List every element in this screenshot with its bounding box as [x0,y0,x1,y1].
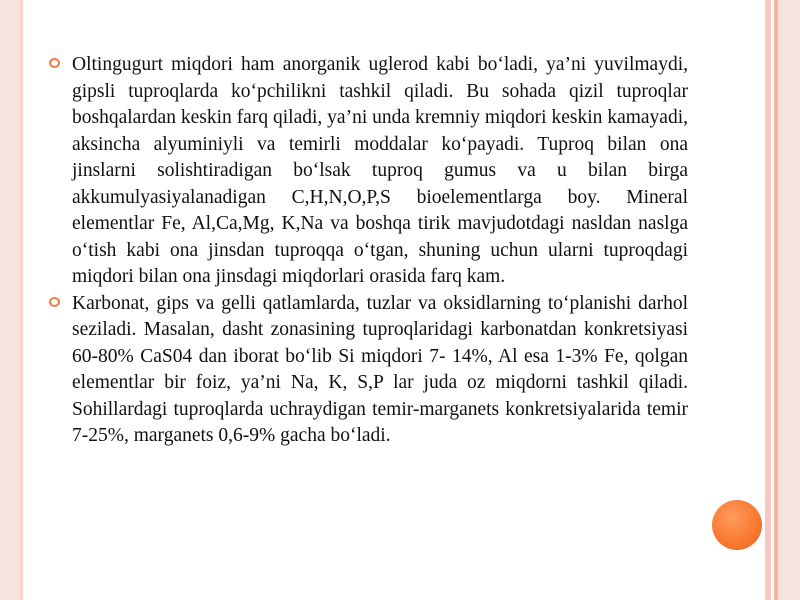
circle-outline-icon [49,297,60,307]
slide-frame-left [0,0,20,600]
bullet-text: Karbonat, gips va gelli qatlamlarda, tuzlar va oksidlarning to‘planishi darhol seziladi. Masalan, dasht zonasining tuproqlaridagi karbonatdan konkretsiyasi 60-80% CaS04 dan iborat bo‘lib Si miqdori 7- 14%, Al esa 1-3% Fe, qolgan elementlar bir foiz, ya’ni Na, K, S,P lar juda oz miqdorni tashkil qiladi. Sohillardagi tuproqlarda uchraydigan temir-marganets konkretsiyalarida temir 7-25%, marganets 0,6-9% gacha bo‘ladi. [72,292,688,446]
orange-circle-decoration [712,500,762,550]
slide-body [48,52,688,450]
circle-outline-icon [49,58,60,68]
slide-frame-right-stripe [774,0,778,600]
slide-frame-left-stripe [20,0,23,600]
bullet-item [48,52,688,291]
bullet-item [48,291,688,450]
bullet-text: Oltingugurt miqdori ham anorganik uglerod kabi bo‘ladi, ya’ni yuvilmaydi, gipsli tuproqlarda ko‘pchilikni tashkil qiladi. Bu sohada qizil tuproqlar boshqalardan keskin farq qiladi, ya’ni unda kremniy miqdori keskin kamayadi, aksincha alyuminiyli va temirli moddalar ko‘payadi. Tuproq bilan ona jinslarni solishtiradigan bo‘lsak tuproq gumus va u bilan birga akkumulyasiyalanadigan C,H,N,O,P,S bioelementlarga boy. Mineral elementlar Fe, Al,Ca,Mg, K,Na va boshqa tirik mavjudotdagi nasldan naslga o‘tish kabi ona jinsdan tuproqqa o‘tgan, shuning uchun ularni tuproqdagi miqdori bilan ona jinsdagi miqdorlari orasida farq kam. [72,54,688,287]
